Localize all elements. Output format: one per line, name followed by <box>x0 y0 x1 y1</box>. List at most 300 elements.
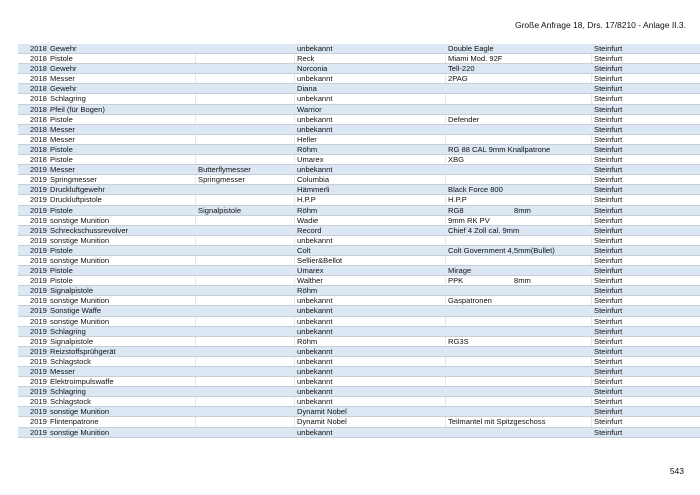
cell-year: 2019 <box>30 266 47 276</box>
cell-year: 2019 <box>30 215 47 225</box>
cell-weapon-type: sonstige Munition <box>50 427 110 437</box>
cell-year-type <box>18 155 196 165</box>
table-row <box>18 286 700 296</box>
cell-subtype <box>196 387 295 397</box>
cell-subtype <box>196 306 295 316</box>
cell-subtype <box>196 64 295 74</box>
cell-weapon-type: Pistole <box>50 155 73 165</box>
cell-manufacturer: Röhm <box>295 336 446 346</box>
cell-location: Steinfurt <box>592 276 700 286</box>
table-row <box>18 144 700 154</box>
cell-year: 2019 <box>30 245 47 255</box>
cell-weapon-type: Schlagring <box>50 387 86 397</box>
cell-weapon-type: Pistole <box>50 205 73 215</box>
cell-model <box>446 44 592 54</box>
cell-subtype <box>196 245 295 255</box>
cell-model <box>446 417 592 427</box>
cell-location: Steinfurt <box>592 215 700 225</box>
cell-year: 2019 <box>30 417 47 427</box>
cell-year: 2019 <box>30 225 47 235</box>
cell-manufacturer: Heller <box>295 134 446 144</box>
cell-model <box>446 54 592 64</box>
cell-subtype <box>196 377 295 387</box>
cell-weapon-type: sonstige Munition <box>50 215 110 225</box>
cell-year-type <box>18 144 196 154</box>
cell-model <box>446 64 592 74</box>
cell-model <box>446 94 592 104</box>
cell-weapon-type: Schlagring <box>50 326 86 336</box>
cell-subtype <box>196 215 295 225</box>
table-row <box>18 356 700 366</box>
cell-manufacturer: unbekannt <box>295 377 446 387</box>
cell-model <box>446 144 592 154</box>
cell-model <box>446 336 592 346</box>
page-number: 543 <box>669 466 684 476</box>
cell-year: 2019 <box>30 356 47 366</box>
cell-subtype <box>196 296 295 306</box>
cell-subtype <box>196 84 295 94</box>
cell-year: 2019 <box>30 255 47 265</box>
cell-weapon-type: sonstige Munition <box>50 407 110 417</box>
cell-year-type <box>18 94 196 104</box>
table-row <box>18 84 700 94</box>
cell-model <box>446 195 592 205</box>
cell-model <box>446 407 592 417</box>
cell-weapon-type: Druckluftpistole <box>50 195 102 205</box>
cell-manufacturer: Reck <box>295 54 446 64</box>
cell-model <box>446 316 592 326</box>
cell-year: 2019 <box>30 397 47 407</box>
cell-manufacturer: Walther <box>295 276 446 286</box>
cell-subtype <box>196 427 295 437</box>
cell-year-type <box>18 124 196 134</box>
table-row <box>18 94 700 104</box>
cell-weapon-type: Schlagstock <box>50 397 91 407</box>
cell-subtype <box>196 336 295 346</box>
cell-year-type <box>18 74 196 84</box>
cell-manufacturer: unbekannt <box>295 326 446 336</box>
cell-subtype <box>196 225 295 235</box>
cell-model <box>446 326 592 336</box>
cell-model-text: Defender <box>448 114 480 124</box>
cell-weapon-type: Messer <box>50 165 75 175</box>
cell-year-type <box>18 427 196 437</box>
table-row <box>18 44 700 54</box>
cell-year-type <box>18 54 196 64</box>
cell-model-text: XBG <box>448 155 465 165</box>
cell-year-type <box>18 205 196 215</box>
cell-weapon-type: Pistole <box>50 276 73 286</box>
cell-weapon-type: Sonstige Waffe <box>50 306 102 316</box>
cell-manufacturer: unbekannt <box>295 306 446 316</box>
table-row <box>18 165 700 175</box>
table-row <box>18 54 700 64</box>
cell-year: 2018 <box>30 114 47 124</box>
cell-manufacturer: unbekannt <box>295 165 446 175</box>
cell-model <box>446 175 592 185</box>
table-row <box>18 306 700 316</box>
table-row <box>18 276 700 286</box>
cell-year: 2019 <box>30 367 47 376</box>
cell-subtype <box>196 124 295 134</box>
cell-location: Steinfurt <box>592 84 700 94</box>
table-row <box>18 175 700 185</box>
cell-year-type <box>18 286 196 296</box>
cell-location: Steinfurt <box>592 104 700 114</box>
cell-location: Steinfurt <box>592 74 700 84</box>
cell-year: 2019 <box>30 286 47 296</box>
cell-model <box>446 397 592 407</box>
cell-manufacturer: Dynamit Nobel <box>295 417 446 427</box>
cell-model-text: Black Force 800 <box>448 185 503 195</box>
cell-year: 2019 <box>30 296 47 306</box>
cell-model <box>446 185 592 195</box>
cell-year: 2019 <box>30 316 47 326</box>
cell-location: Steinfurt <box>592 245 700 255</box>
table-row <box>18 407 700 417</box>
cell-model-text: H.P.P <box>448 195 467 205</box>
cell-subtype <box>196 134 295 144</box>
cell-subtype <box>196 54 295 64</box>
cell-location: Steinfurt <box>592 397 700 407</box>
cell-weapon-type: Pistole <box>50 245 73 255</box>
cell-weapon-type: Messer <box>50 124 75 134</box>
cell-year: 2019 <box>30 276 47 286</box>
cell-location: Steinfurt <box>592 144 700 154</box>
cell-manufacturer: unbekannt <box>295 387 446 397</box>
cell-year-type <box>18 346 196 356</box>
cell-year: 2019 <box>30 165 47 175</box>
cell-weapon-type: Messer <box>50 367 75 376</box>
table-row <box>18 427 700 437</box>
cell-subtype <box>196 195 295 205</box>
cell-subtype <box>196 276 295 286</box>
table-row <box>18 235 700 245</box>
cell-location: Steinfurt <box>592 306 700 316</box>
cell-subtype <box>196 74 295 84</box>
cell-year-type <box>18 255 196 265</box>
table-row <box>18 195 700 205</box>
cell-year-type <box>18 134 196 144</box>
cell-manufacturer: unbekannt <box>295 94 446 104</box>
cell-location: Steinfurt <box>592 286 700 296</box>
cell-weapon-type: Elektroimpulswaffe <box>50 377 114 387</box>
cell-weapon-type: Signalpistole <box>50 336 94 346</box>
cell-year: 2019 <box>30 235 47 245</box>
table-row <box>18 114 700 124</box>
cell-model <box>446 296 592 306</box>
cell-year-type <box>18 195 196 205</box>
cell-year: 2018 <box>30 104 47 114</box>
cell-year-type <box>18 165 196 175</box>
cell-model <box>446 356 592 366</box>
cell-model <box>446 165 592 175</box>
cell-manufacturer: Sellier&Bellot <box>295 255 446 265</box>
cell-year: 2019 <box>30 387 47 397</box>
cell-year-type <box>18 417 196 427</box>
cell-weapon-type: Pistole <box>50 54 73 64</box>
cell-location: Steinfurt <box>592 155 700 165</box>
table-row <box>18 336 700 346</box>
cell-subtype <box>196 316 295 326</box>
cell-subtype: Springmesser <box>196 175 295 185</box>
cell-model <box>446 104 592 114</box>
cell-manufacturer: unbekannt <box>295 124 446 134</box>
cell-model <box>446 155 592 165</box>
table-row <box>18 215 700 225</box>
cell-model <box>446 427 592 437</box>
cell-subtype <box>196 144 295 154</box>
cell-year-type <box>18 367 196 377</box>
cell-model <box>446 235 592 245</box>
cell-manufacturer: Colt <box>295 245 446 255</box>
cell-year: 2019 <box>30 195 47 205</box>
table-row <box>18 245 700 255</box>
cell-location: Steinfurt <box>592 205 700 215</box>
cell-model <box>446 215 592 225</box>
cell-year-type <box>18 306 196 316</box>
cell-year-type <box>18 397 196 407</box>
cell-manufacturer: unbekannt <box>295 346 446 356</box>
cell-manufacturer: unbekannt <box>295 367 446 377</box>
cell-subtype <box>196 367 295 377</box>
cell-model-text: Tell-220 <box>448 64 475 74</box>
cell-weapon-type: Flintenpatrone <box>50 417 99 427</box>
cell-year-type <box>18 44 196 54</box>
table-row <box>18 387 700 397</box>
cell-model-text: Teilmantel mit Spitzgeschoss <box>448 417 546 427</box>
cell-weapon-type: Schlagstock <box>50 356 91 366</box>
cell-year-type <box>18 407 196 417</box>
cell-year: 2018 <box>30 155 47 165</box>
cell-year-type <box>18 225 196 235</box>
cell-model <box>446 74 592 84</box>
cell-location: Steinfurt <box>592 316 700 326</box>
cell-year: 2018 <box>30 54 47 64</box>
table-row <box>18 367 700 377</box>
cell-model <box>446 124 592 134</box>
cell-year: 2018 <box>30 94 47 104</box>
cell-year: 2018 <box>30 44 47 53</box>
table-row <box>18 326 700 336</box>
cell-location: Steinfurt <box>592 165 700 175</box>
weapons-table <box>18 44 700 438</box>
cell-manufacturer: unbekannt <box>295 114 446 124</box>
cell-weapon-type: Messer <box>50 74 75 84</box>
table-row <box>18 185 700 195</box>
cell-model-text: 2PAG <box>448 74 468 84</box>
cell-year: 2019 <box>30 377 47 387</box>
cell-weapon-type: Gewehr <box>50 84 77 94</box>
table-row <box>18 155 700 165</box>
table-row <box>18 255 700 265</box>
cell-year: 2018 <box>30 64 47 74</box>
cell-subtype <box>196 326 295 336</box>
cell-model <box>446 84 592 94</box>
cell-manufacturer: Columbia <box>295 175 446 185</box>
cell-model <box>446 377 592 387</box>
cell-subtype <box>196 266 295 276</box>
cell-model-text: Gaspatronen <box>448 296 492 306</box>
cell-manufacturer: Umarex <box>295 266 446 276</box>
cell-manufacturer: unbekannt <box>295 397 446 407</box>
cell-weapon-type: sonstige Munition <box>50 255 110 265</box>
cell-model-text: RG3S <box>448 336 469 346</box>
cell-model-text: RG8 <box>448 205 464 215</box>
cell-location: Steinfurt <box>592 54 700 64</box>
cell-location: Steinfurt <box>592 175 700 185</box>
cell-location: Steinfurt <box>592 44 700 54</box>
cell-subtype <box>196 407 295 417</box>
table-row <box>18 377 700 387</box>
cell-weapon-type: Schlagring <box>50 94 86 104</box>
cell-location: Steinfurt <box>592 427 700 437</box>
cell-weapon-type: Reizstoffsprühgerät <box>50 346 116 356</box>
table-row <box>18 225 700 235</box>
cell-weapon-type: Springmesser <box>50 175 97 185</box>
cell-location: Steinfurt <box>592 94 700 104</box>
cell-subtype <box>196 346 295 356</box>
cell-weapon-type: Pistole <box>50 114 73 124</box>
cell-model <box>446 114 592 124</box>
cell-year: 2019 <box>30 326 47 336</box>
table-row <box>18 205 700 215</box>
cell-subtype <box>196 185 295 195</box>
cell-year-type <box>18 316 196 326</box>
cell-location: Steinfurt <box>592 417 700 427</box>
cell-year: 2018 <box>30 134 47 144</box>
cell-model <box>446 276 592 286</box>
table-row <box>18 124 700 134</box>
cell-weapon-type: Pfeil (für Bogen) <box>50 104 105 114</box>
cell-location: Steinfurt <box>592 195 700 205</box>
cell-year-type <box>18 387 196 397</box>
cell-model <box>446 367 592 377</box>
cell-subtype <box>196 114 295 124</box>
cell-location: Steinfurt <box>592 336 700 346</box>
cell-subtype <box>196 235 295 245</box>
cell-model <box>446 306 592 316</box>
cell-subtype <box>196 417 295 427</box>
cell-location: Steinfurt <box>592 255 700 265</box>
cell-manufacturer: unbekannt <box>295 74 446 84</box>
cell-location: Steinfurt <box>592 326 700 336</box>
cell-location: Steinfurt <box>592 185 700 195</box>
cell-year: 2019 <box>30 185 47 195</box>
cell-year: 2019 <box>30 427 47 437</box>
cell-manufacturer: Röhm <box>295 205 446 215</box>
table-row <box>18 417 700 427</box>
cell-model-text: Colt Government 4,5mm(Bullet) <box>448 245 555 255</box>
cell-model-text: 9mm RK PV <box>448 215 490 225</box>
cell-year-type <box>18 356 196 366</box>
cell-year: 2018 <box>30 144 47 154</box>
cell-weapon-type: Messer <box>50 134 75 144</box>
document-header: Große Anfrage 18, Drs. 17/8210 - Anlage II.3. <box>514 20 686 30</box>
cell-model <box>446 205 592 215</box>
cell-location: Steinfurt <box>592 134 700 144</box>
cell-subtype: Signalpistole <box>196 205 295 215</box>
table-row <box>18 296 700 306</box>
cell-year-type <box>18 185 196 195</box>
cell-model-text: Chief 4 Zoll cal. 9mm <box>448 225 520 235</box>
cell-manufacturer: Wadie <box>295 215 446 225</box>
cell-subtype <box>196 155 295 165</box>
cell-subtype <box>196 104 295 114</box>
cell-model <box>446 255 592 265</box>
cell-manufacturer: unbekannt <box>295 44 446 54</box>
cell-weapon-type: sonstige Munition <box>50 296 110 306</box>
cell-location: Steinfurt <box>592 377 700 387</box>
cell-year-type <box>18 377 196 387</box>
cell-year-type <box>18 266 196 276</box>
cell-year-type <box>18 245 196 255</box>
cell-year: 2018 <box>30 84 47 94</box>
table-body <box>18 44 700 437</box>
table-row <box>18 346 700 356</box>
cell-model-text: Double Eagle <box>448 44 494 53</box>
cell-subtype <box>196 94 295 104</box>
cell-model <box>446 346 592 356</box>
cell-weapon-type: Schreckschussrevolver <box>50 225 129 235</box>
cell-year: 2018 <box>30 74 47 84</box>
cell-year-type <box>18 276 196 286</box>
cell-location: Steinfurt <box>592 346 700 356</box>
cell-model <box>446 245 592 255</box>
cell-manufacturer: Hämmerli <box>295 185 446 195</box>
table-row <box>18 316 700 326</box>
cell-weapon-type: sonstige Munition <box>50 235 110 245</box>
table-row <box>18 134 700 144</box>
cell-manufacturer: unbekannt <box>295 235 446 245</box>
table-row <box>18 397 700 407</box>
cell-year-type <box>18 84 196 94</box>
cell-location: Steinfurt <box>592 296 700 306</box>
cell-weapon-type: Druckluftgewehr <box>50 185 105 195</box>
cell-manufacturer: Norconia <box>295 64 446 74</box>
cell-year: 2019 <box>30 175 47 185</box>
cell-weapon-type: Gewehr <box>50 64 77 74</box>
cell-manufacturer: Record <box>295 225 446 235</box>
cell-location: Steinfurt <box>592 235 700 245</box>
cell-year-type <box>18 326 196 336</box>
table-row <box>18 266 700 276</box>
cell-year-type <box>18 104 196 114</box>
cell-location: Steinfurt <box>592 225 700 235</box>
cell-year: 2019 <box>30 407 47 417</box>
cell-location: Steinfurt <box>592 64 700 74</box>
cell-location: Steinfurt <box>592 124 700 134</box>
cell-subtype <box>196 255 295 265</box>
cell-manufacturer: Röhm <box>295 144 446 154</box>
cell-manufacturer: unbekannt <box>295 316 446 326</box>
cell-manufacturer: unbekannt <box>295 296 446 306</box>
cell-calibre: 8mm <box>514 205 531 215</box>
cell-manufacturer: unbekannt <box>295 427 446 437</box>
cell-year-type <box>18 296 196 306</box>
cell-manufacturer: Dynamit Nobel <box>295 407 446 417</box>
cell-location: Steinfurt <box>592 407 700 417</box>
table-row <box>18 104 700 114</box>
cell-year-type <box>18 114 196 124</box>
cell-manufacturer: H.P.P <box>295 195 446 205</box>
cell-manufacturer: unbekannt <box>295 356 446 366</box>
cell-manufacturer: Warrior <box>295 104 446 114</box>
cell-subtype <box>196 356 295 366</box>
cell-model <box>446 266 592 276</box>
cell-model <box>446 286 592 296</box>
cell-manufacturer: Diana <box>295 84 446 94</box>
